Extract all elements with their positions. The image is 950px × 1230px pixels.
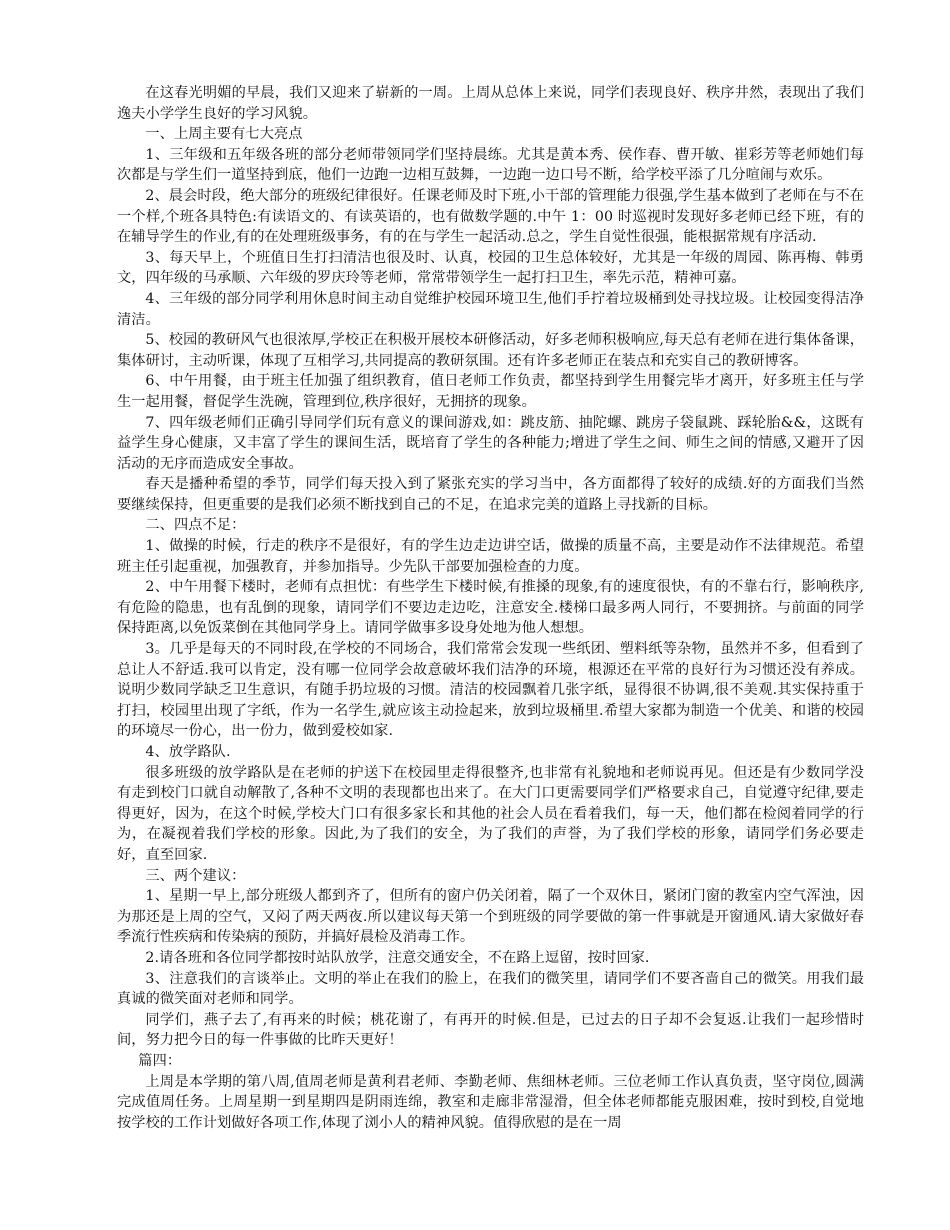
highlight-item-3: 3、每天早上，个班值日生打扫清洁也很及时、认真，校园的卫生总体较好，尤其是一年级的周园、陈再梅、韩勇文，四年级的马承顺、六年级的罗庆玲等老师，常常带领学生一起打扫卫生，率先示范，精神可嘉。 [117, 249, 864, 287]
shortcoming-item-3: 3。几乎是每天的不同时段,在学校的不同场合，我们常常会发现一些纸团、塑料纸等杂物，虽然并不多，但看到了总让人不舒适.我可以肯定，没有哪一位同学会故意破坏我们洁净的环境，根源还在平常的良好行为习惯还没有养成。说明少数同学缺乏卫生意识，有随手扔垃圾的习惯。清洁的校园飘着几张字纸，显得很不协调,很不美观.其实保持重于打扫，校园里出现了字纸，作为一名学生,就应该主动捡起来，放到垃圾桶里.希望大家都为制造一个优美、和谐的校园的环境尽一份心，出一份力，做到爱校如家. [117, 641, 864, 740]
shortcoming-item-4-body: 很多班级的放学路队是在老师的护送下在校园里走得很整齐,也非常有礼貌地和老师说再见。但还是有少数同学没有走到校门口就自动解散了,各种不文明的表现都也出来了。在大门口更需要同学们严格要求自己，自觉遵守纪律,要走得更好，因为，在这个时候,学校大门口有很多家长和其他的社会人员在看着我们，每一天，他们都在检阅着同学的行为，在凝视着我们学校的形象。因此,为了我们的安全，为了我们的声誉，为了我们学校的形象，请同学们务必要走好，直至回家. [117, 764, 864, 863]
section-title-part-four: 篇四： [138, 1052, 182, 1069]
section-heading-highlights: 一、上周主要有七大亮点 [145, 126, 303, 143]
intro-paragraph: 在这春光明媚的早晨，我们又迎来了崭新的一周。上周从总体上来说，同学们表现良好、秩序井然，表现出了我们逸夫小学学生良好的学习风貌。 [117, 85, 864, 122]
highlight-item-1: 1、三年级和五年级各班的部分老师带领同学们坚持晨练。尤其是黄本秀、侯作春、曹开敏、崔彩芳等老师她们每次都是与学生们一道坚持到底，他们一边跑一边相互鼓舞，一边跑一边口号不断，给学校平添了几分喧闹与欢乐。 [117, 146, 864, 184]
highlight-item-7: 7、四年级老师们正确引导同学们玩有意义的课间游戏,如：跳皮筋、抽陀螺、跳房子袋鼠跳、踩轮胎&&，这既有益学生身心健康，又丰富了学生的课间生活，既培育了学生的各种能力;增进了学生之间、师生之间的情感,又避开了因活动的无序而造成安全事故。 [117, 414, 864, 472]
highlight-item-5: 5、校园的教研风气也很浓厚,学校正在积极开展校本研修活动，好多老师积极响应,每天总有老师在进行集体备课，集体研讨，主动听课，体现了互相学习,共同提高的教研氛围。还有许多老师正在装点和充实自己的教研博客。 [117, 332, 864, 369]
part-four-paragraph: 上周是本学期的第八周,值周老师是黄利君老师、李勤老师、焦细林老师。三位老师工作认真负责，坚守岗位,圆满完成值周任务。上周星期一到星期四是阴雨连绵，教室和走廊非常湿滑，但全体老师都能克服困难，按时到校,自觉地按学校的工作计划做好各项工作,体现了浏小人的精神风貌。值得欣慰的是在一周 [117, 1073, 864, 1131]
highlight-item-2: 2、晨会时段，绝大部分的班级纪律很好。任课老师及时下班,小干部的管理能力很强,学生基本做到了老师在与不在一个样,个班各具特色:有读语文的、有读英语的，也有做数学题的.中午 1：00 时巡视时发现好多老师已经下班，有的在辅导学生的作业,有的在处理班级事务，有的在与学生一起活动.总之，学生自觉性很强，能根据常规有序活动. [117, 187, 864, 246]
highlight-item-4: 4、三年级的部分同学利用休息时间主动自觉维护校园环境卫生,他们手拧着垃圾桶到处寻找垃圾。让校园变得洁净清洁。 [117, 290, 864, 328]
closing-paragraph: 同学们，燕子去了,有再来的时候；桃花谢了，有再开的时候.但是，已过去的日子却不会复返.让我们一起珍惜时间，努力把今日的每一件事做的比昨天更好！ [117, 1011, 864, 1049]
shortcoming-item-2: 2、中午用餐下楼时，老师有点担忧：有些学生下楼时候,有推搡的现象,有的速度很快，有的不靠右行，影响秩序,有危险的隐患，也有乱倒的现象，请同学们不要边走边吃，注意安全.楼梯口最多两人同行，不要拥挤。与前面的同学保持距离,以免饭菜倒在其他同学身上。请同学做事多设身处地为他人想想。 [117, 579, 864, 637]
highlight-item-6: 6、中午用餐，由于班主任加强了组织教育，值日老师工作负责，都坚持到学生用餐完毕才离开，好多班主任与学生一起用餐，督促学生洗碗，管理到位,秩序很好，无拥挤的现象。 [117, 373, 864, 410]
shortcoming-item-4-title: 4、放学路队. [145, 744, 231, 760]
suggestion-item-3: 3、注意我们的言谈举止。文明的举止在我们的脸上，在我们的微笑里，请同学们不要吝啬自己的微笑。用我们最真诚的微笑面对老师和同学。 [117, 970, 864, 1008]
shortcoming-item-1: 1、做操的时候，行走的秩序不是很好，有的学生边走边讲空话，做操的质量不高，主要是动作不法律规范。希望班主任引起重视，加强教育，并参加指导。少先队干部要加强检查的力度。 [117, 538, 864, 575]
suggestion-item-2: 2.请各班和各位同学都按时站队放学，注意交通安全，不在路上逗留，按时回家. [145, 949, 650, 966]
section-heading-suggestions: 三、两个建议： [145, 867, 246, 884]
suggestion-item-1: 1、星期一早上,部分班级人都到齐了，但所有的窗户仍关闭着，隔了一个双休日，紧闭门窗的教室内空气浑浊，因为那还是上周的空气，又闷了两天两夜.所以建议每天第一个到班级的同学要做的第一件事就是开窗通风.请大家做好春季流行性疾病和传染病的预防，并搞好晨检及消毒工作。 [117, 888, 864, 946]
section-heading-shortcomings: 二、四点不足： [145, 517, 246, 534]
spring-paragraph: 春天是播种希望的季节，同学们每天投入到了紧张充实的学习当中，各方面都得了较好的成绩.好的方面我们当然要继续保持，但更重要的是我们必须不断找到自己的不足，在追求完美的道路上寻找新的目标。 [117, 476, 864, 513]
